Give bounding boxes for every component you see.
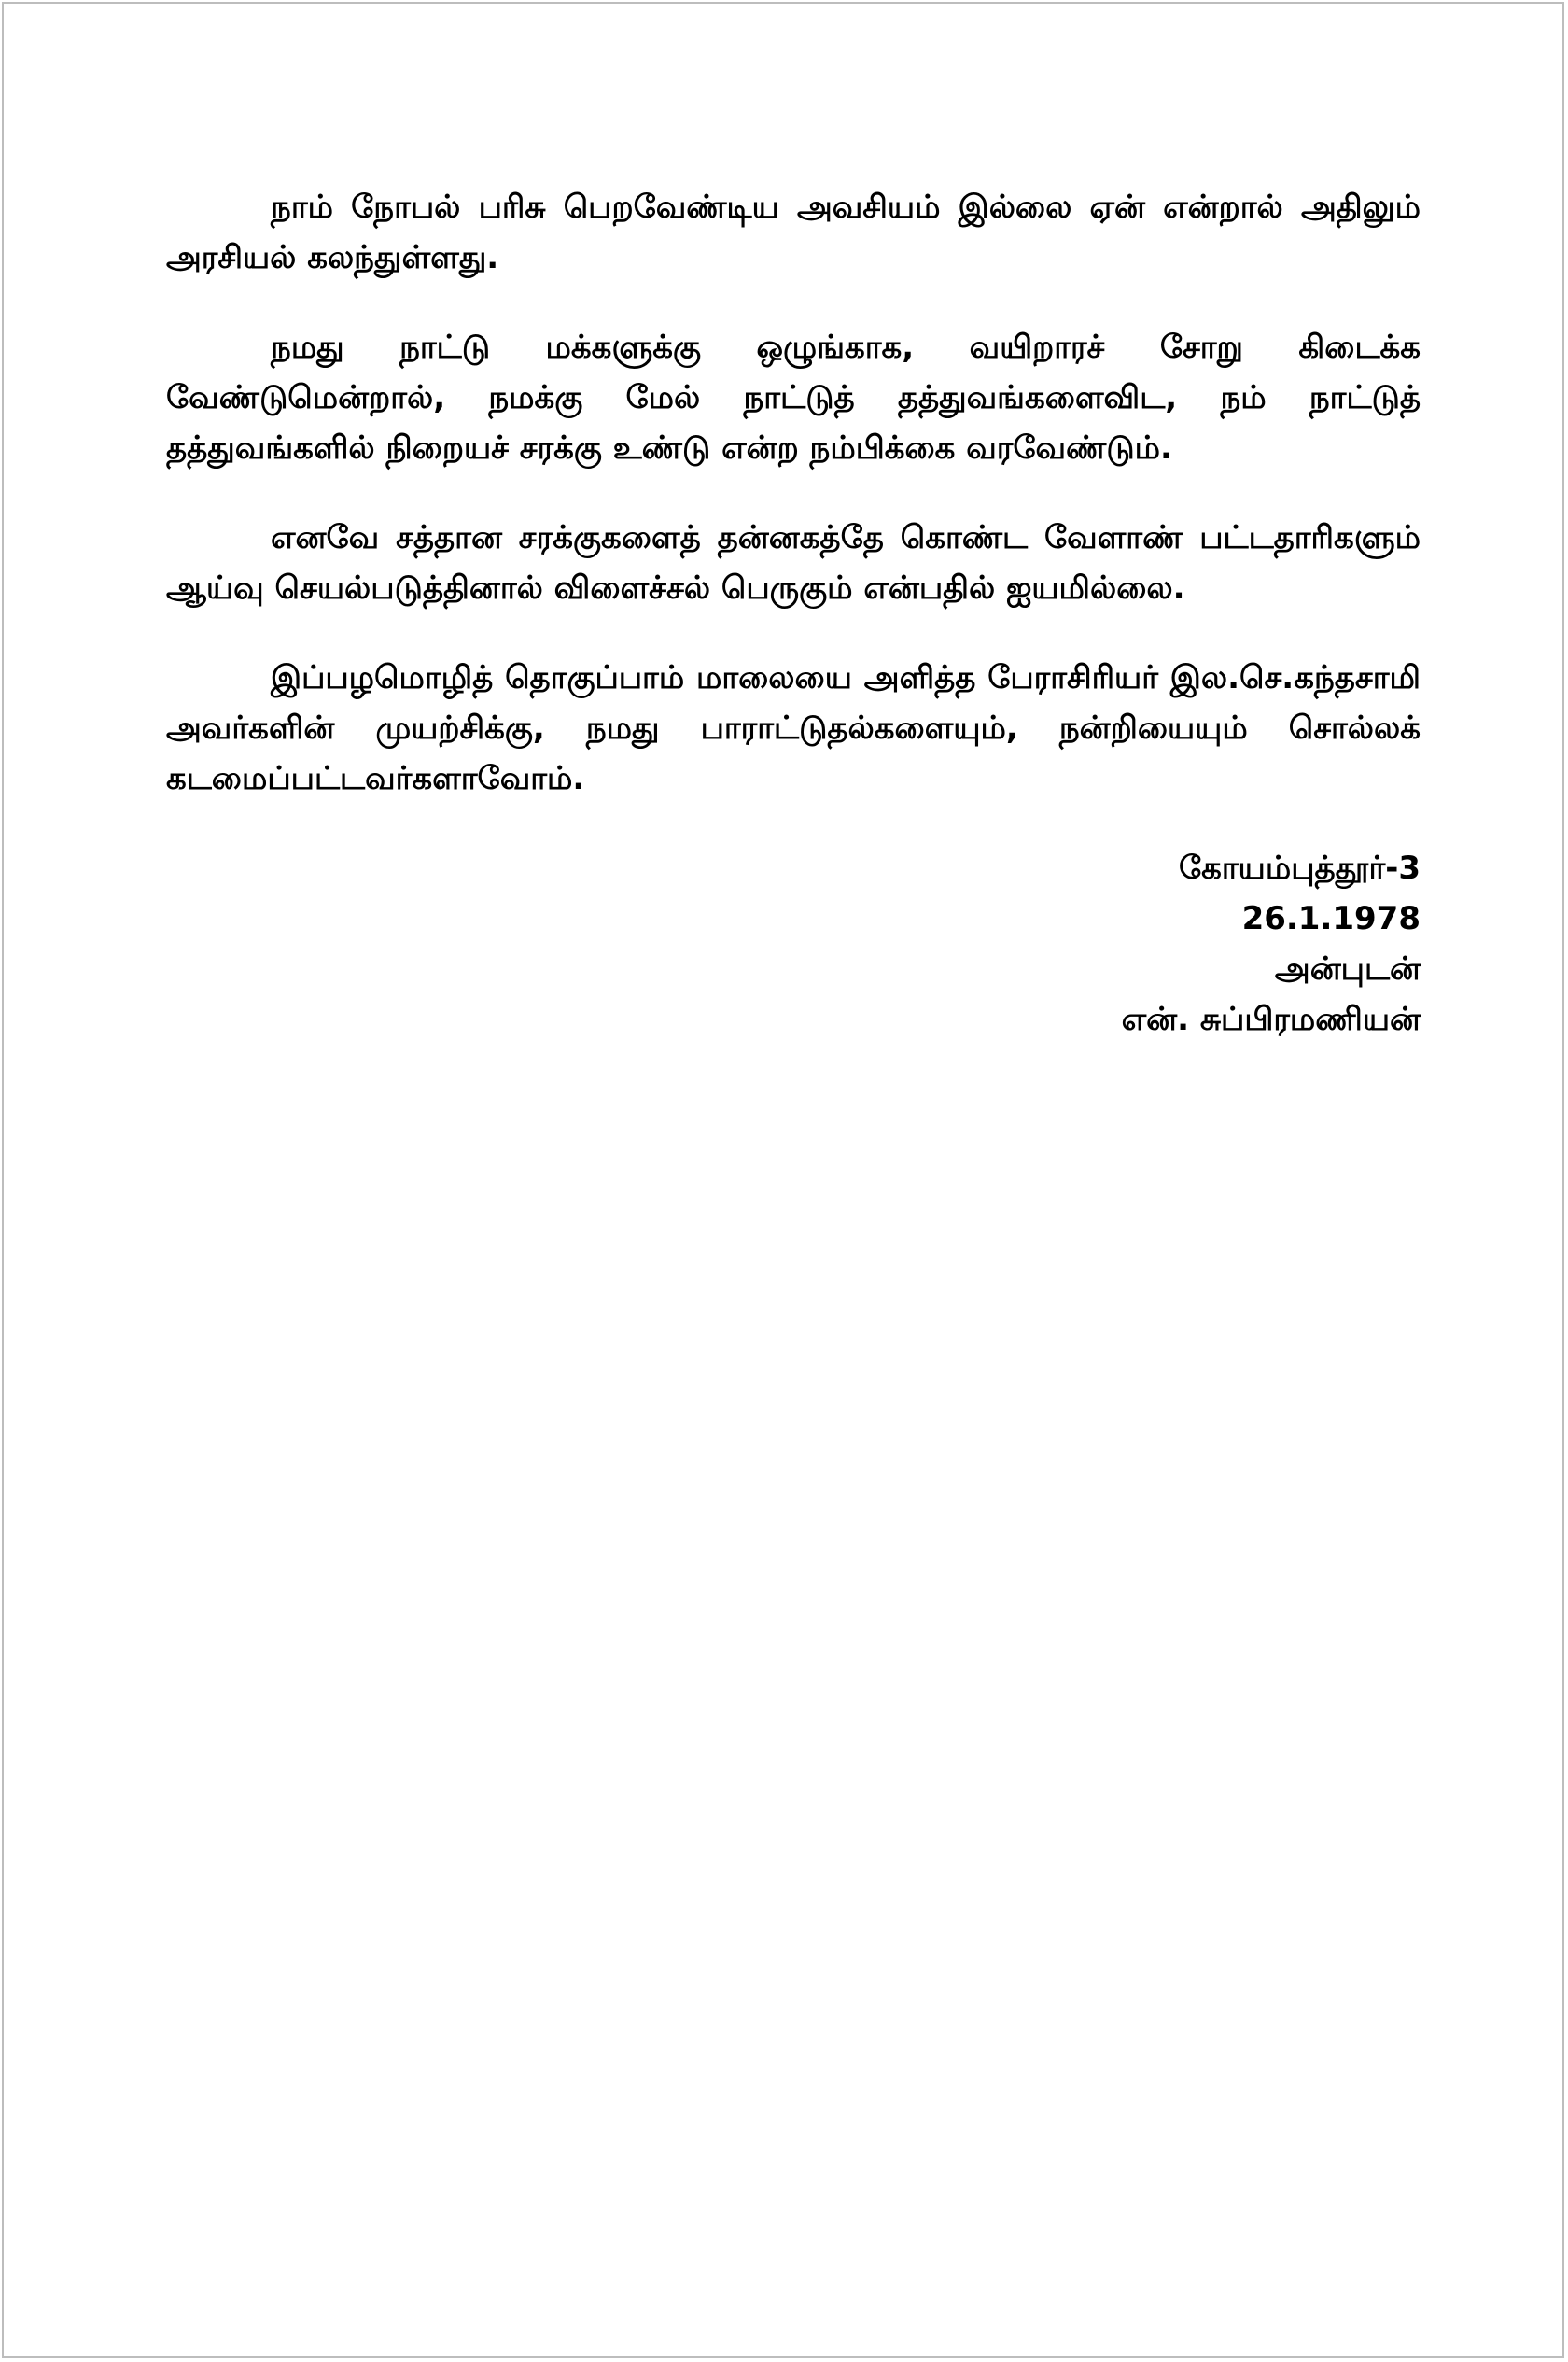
- signature-name: என். சுப்பிரமணியன்: [1121, 1001, 1421, 1038]
- paragraph-4: இப்பழமொழித் தொகுப்பாம் மாலையை அளித்த பேராசிரியர் இல.செ.கந்தசாமி அவர்களின் முயற்சிக்கு, நமது பாராட்டுதல்களையும், நன்றியையும் சொல்லக் கடமைப்பட்டவர்களாவோம்.: [166, 659, 1421, 797]
- paragraph-1: நாம் நோபல் பரிசு பெறவேண்டிய அவசியம் இல்லை ஏன் என்றால் அதிலும் அரசியல் கலந்துள்ளது.: [166, 189, 1421, 276]
- signature-block: [166, 843, 1421, 1045]
- signature-date: 26.1.1978: [1241, 900, 1421, 937]
- signature-closing: அன்புடன்: [1274, 950, 1421, 988]
- document-body: [166, 182, 1421, 1045]
- paragraph-2: நமது நாட்டு மக்களுக்கு ஒழுங்காக, வயிறாரச் சோறு கிடைக்க வேண்டுமென்றால், நமக்கு மேல் நாட்டுத் தத்துவங்களைவிட, நம் நாட்டுத் தத்துவங்களில் நிறையச் சரக்கு உண்டு என்ற நம்பிக்கை வரவேண்டும்.: [166, 329, 1421, 467]
- signature-place: கோயம்புத்தூர்-3: [1179, 850, 1421, 887]
- paragraph-3: எனவே சத்தான சரக்குகளைத் தன்னகத்தே கொண்ட வேளாண் பட்டதாரிகளும் ஆய்வு செயல்படுத்தினால் விளைச்சல் பெருகும் என்பதில் ஐயமில்லை.: [166, 519, 1421, 607]
